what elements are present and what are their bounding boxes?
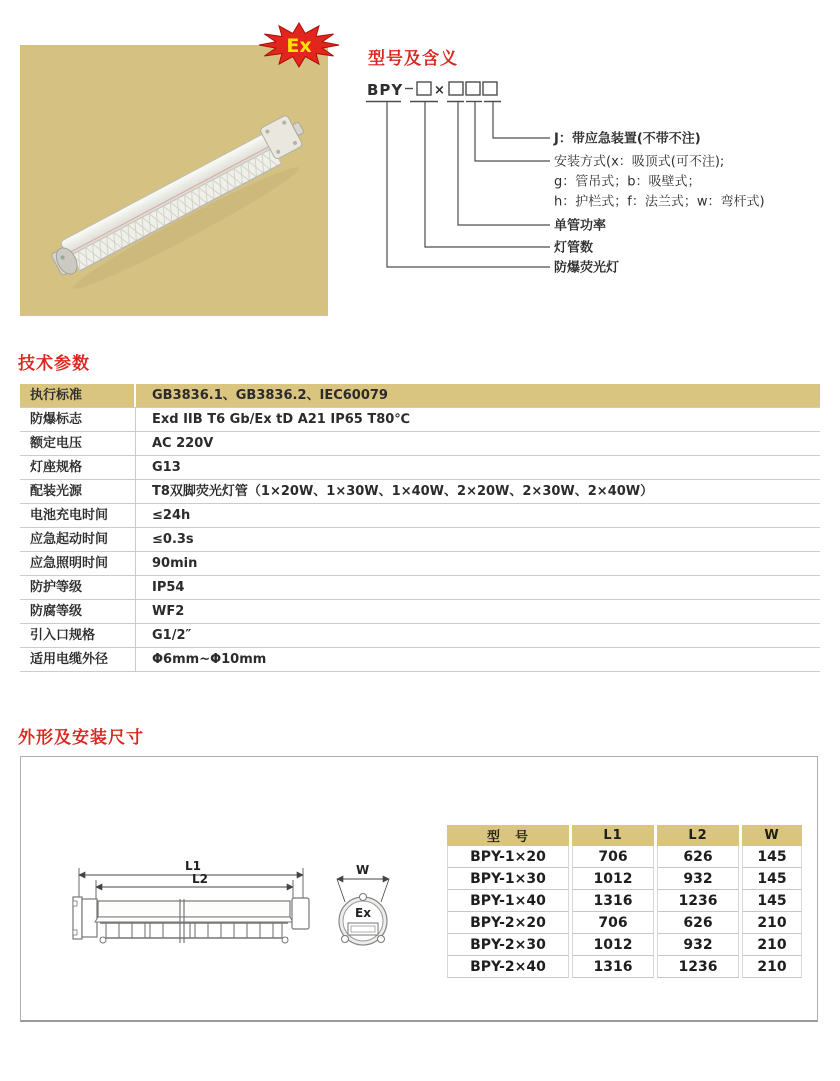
tech-param-row <box>20 407 820 431</box>
tech-param-row <box>20 575 820 599</box>
dim-col-model: 型 号 <box>447 825 569 846</box>
dim-label-l2: L2 <box>192 872 208 886</box>
dim-cell-w: 145 <box>742 846 802 868</box>
dimensions-table-row <box>447 934 802 956</box>
dimensions-table-row <box>447 846 802 868</box>
dim-cell-model: BPY-1×20 <box>447 846 569 868</box>
label-lamp-type: 防爆荧光灯 <box>554 260 620 276</box>
label-emergency: J：带应急装置(不带不注) <box>554 131 701 147</box>
dimensions-table-row <box>447 956 802 978</box>
tech-param-label: 防腐等级 <box>20 600 136 623</box>
tech-param-row <box>20 503 820 527</box>
dim-cell-w: 145 <box>742 868 802 890</box>
dim-cell-model: BPY-2×20 <box>447 912 569 934</box>
dim-cell-l1: 1316 <box>572 890 654 912</box>
model-prefix: BPY <box>367 81 404 99</box>
tech-param-row <box>20 431 820 455</box>
label-tube-count: 灯管数 <box>554 240 594 256</box>
end-view-ex-label: Ex <box>355 906 371 920</box>
tech-param-value: T8双脚荧光灯管（1×20W、1×30W、1×40W、2×20W、2×30W、2×40W） <box>152 484 654 499</box>
tech-param-value: Exd IIB T6 Gb/Ex tD A21 IP65 T80℃ <box>152 412 411 427</box>
tech-param-value: AC 220V <box>152 436 214 451</box>
tech-param-row <box>20 623 820 647</box>
dim-cell-l2: 1236 <box>657 956 739 978</box>
dim-cell-model: BPY-1×30 <box>447 868 569 890</box>
model-section-title: 型号及含义 <box>368 49 458 69</box>
tech-param-label: 应急照明时间 <box>20 552 136 575</box>
tech-param-label: 配装光源 <box>20 480 136 503</box>
tech-param-value: ≤0.3s <box>152 532 194 547</box>
dimension-drawing <box>56 853 421 983</box>
dim-cell-l2: 932 <box>657 868 739 890</box>
tech-param-value: WF2 <box>152 604 185 619</box>
dim-cell-model: BPY-1×40 <box>447 890 569 912</box>
dim-cell-l2: 626 <box>657 912 739 934</box>
product-photo <box>20 45 328 316</box>
tech-param-row <box>20 599 820 623</box>
tech-param-row <box>20 479 820 503</box>
tech-param-row <box>20 527 820 551</box>
dim-cell-l1: 1316 <box>572 956 654 978</box>
dimensions-table-header-row <box>447 825 802 846</box>
model-times-sign: × <box>434 83 445 98</box>
dim-cell-l2: 626 <box>657 846 739 868</box>
dim-cell-l2: 1236 <box>657 890 739 912</box>
tech-param-row <box>20 551 820 575</box>
dim-cell-w: 210 <box>742 934 802 956</box>
dim-col-l1: L1 <box>572 825 654 846</box>
dim-label-w: W <box>356 863 370 877</box>
ex-star-icon <box>258 22 340 68</box>
dim-cell-model: BPY-2×30 <box>447 934 569 956</box>
model-code-diagram <box>360 70 835 285</box>
tech-param-row <box>20 455 820 479</box>
tech-param-value: IP54 <box>152 580 185 595</box>
dim-cell-l1: 1012 <box>572 868 654 890</box>
tech-param-label: 灯座规格 <box>20 456 136 479</box>
tech-param-label: 执行标准 <box>20 384 136 407</box>
label-power: 单管功率 <box>554 218 607 234</box>
tech-param-value: G13 <box>152 460 181 475</box>
dimensions-section-title: 外形及安装尺寸 <box>18 728 144 748</box>
tech-param-row <box>20 384 820 407</box>
tech-param-label: 防护等级 <box>20 576 136 599</box>
dim-cell-l1: 706 <box>572 846 654 868</box>
tech-params-title: 技术参数 <box>18 354 90 374</box>
tech-param-value: G1/2″ <box>152 628 192 643</box>
tech-param-row <box>20 647 820 672</box>
dim-col-w: W <box>742 825 802 846</box>
tech-param-label: 额定电压 <box>20 432 136 455</box>
tech-param-value: 90min <box>152 556 198 571</box>
tech-param-value: GB3836.1、GB3836.2、IEC60079 <box>152 388 388 403</box>
tech-param-label: 应急起动时间 <box>20 528 136 551</box>
dim-cell-w: 210 <box>742 956 802 978</box>
dim-cell-l2: 932 <box>657 934 739 956</box>
label-mount-1: 安装方式(x：吸顶式(可不注); <box>554 154 725 170</box>
dimensions-table-row <box>447 868 802 890</box>
dim-label-l1: L1 <box>185 859 201 873</box>
label-mount-3: h：护栏式；f：法兰式；w：弯杆式) <box>554 194 765 210</box>
dimensions-table-row <box>447 912 802 934</box>
tech-param-value: Φ6mm~Φ10mm <box>152 652 267 667</box>
dimensions-table-row <box>447 890 802 912</box>
dimensions-table <box>444 825 802 978</box>
tech-param-value: ≤24h <box>152 508 191 523</box>
tech-param-label: 适用电缆外径 <box>20 648 136 671</box>
tech-param-label: 引入口规格 <box>20 624 136 647</box>
tech-params-table <box>20 384 820 672</box>
ex-badge-label: Ex <box>286 35 312 57</box>
dim-cell-w: 145 <box>742 890 802 912</box>
dim-cell-l1: 1012 <box>572 934 654 956</box>
tech-param-label: 电池充电时间 <box>20 504 136 527</box>
tech-param-label: 防爆标志 <box>20 408 136 431</box>
dim-col-l2: L2 <box>657 825 739 846</box>
dimensions-box <box>20 756 818 1022</box>
dim-cell-w: 210 <box>742 912 802 934</box>
dim-cell-l1: 706 <box>572 912 654 934</box>
fluorescent-lamp-image <box>20 45 328 316</box>
label-mount-2: g：管吊式；b：吸壁式； <box>554 174 701 190</box>
dim-cell-model: BPY-2×40 <box>447 956 569 978</box>
